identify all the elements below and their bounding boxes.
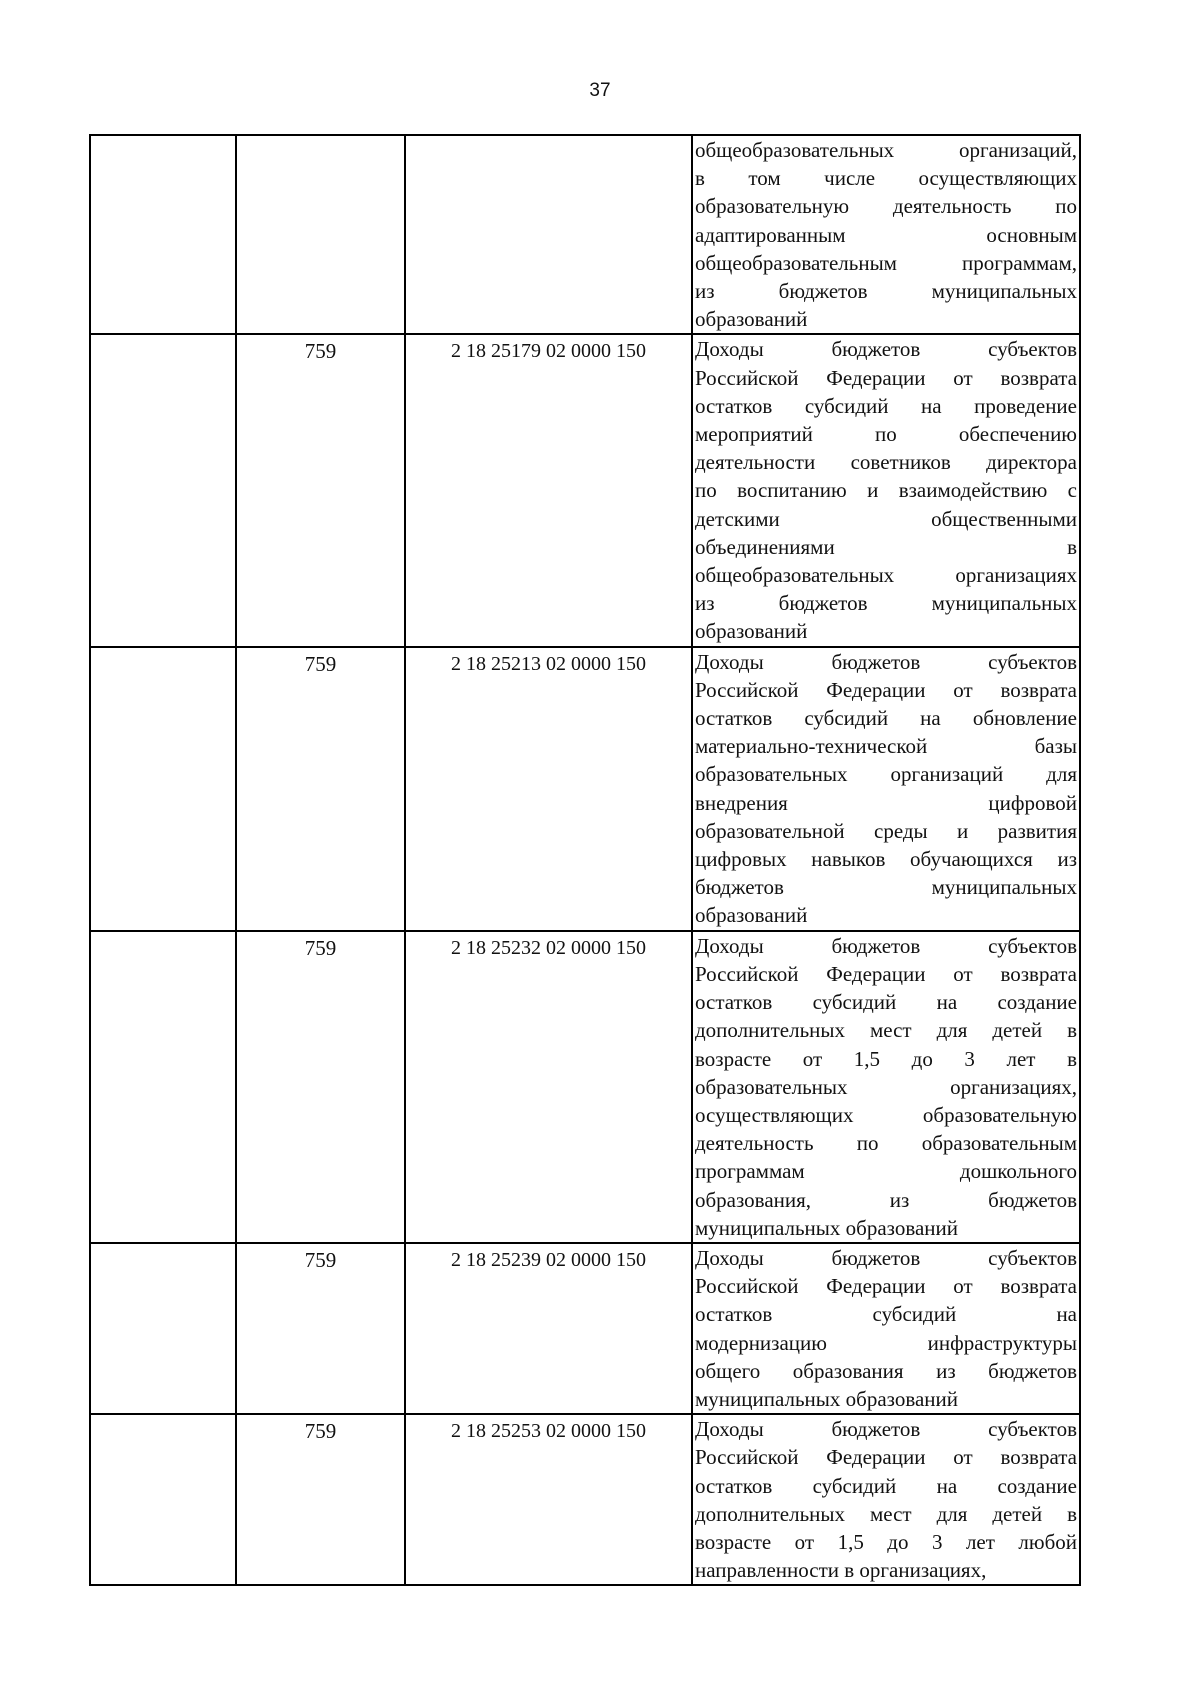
row-empty-cell bbox=[90, 931, 236, 1243]
description-line: остатков субсидий на обновление bbox=[695, 706, 1077, 731]
description-cell bbox=[692, 647, 1080, 931]
description-line: образований bbox=[695, 619, 808, 644]
description-line: дополнительных мест для детей в bbox=[695, 1018, 1077, 1043]
description-line: образований bbox=[695, 307, 808, 332]
description-line: образовательную деятельность по bbox=[695, 194, 1077, 219]
description-line: остатков субсидий на создание bbox=[695, 1473, 1077, 1498]
kbk-code-cell bbox=[405, 135, 692, 334]
description-line: образования, из бюджетов bbox=[695, 1187, 1077, 1212]
kbk-code-cell: 2 18 25179 02 0000 150 bbox=[405, 334, 692, 646]
description-cell bbox=[692, 931, 1080, 1243]
description-cell bbox=[692, 334, 1080, 646]
admin-code-cell: 759 bbox=[236, 1414, 405, 1585]
description-line: детскими общественными bbox=[695, 506, 1077, 531]
row-empty-cell bbox=[90, 1243, 236, 1414]
admin-code-cell: 759 bbox=[236, 931, 405, 1243]
description-line: внедрения цифровой bbox=[695, 790, 1077, 815]
description-line: общеобразовательных организациях bbox=[695, 563, 1077, 588]
description-line: объединениями в bbox=[695, 534, 1077, 559]
description-line: программам дошкольного bbox=[695, 1159, 1077, 1184]
description-line: в том числе осуществляющих bbox=[695, 166, 1077, 191]
description-line: общего образования из бюджетов bbox=[695, 1358, 1077, 1383]
description-line: Доходы бюджетов субъектов bbox=[695, 337, 1077, 362]
table-row bbox=[90, 931, 1080, 1243]
description-line: направленности в организациях, bbox=[695, 1558, 987, 1583]
description-line: деятельность по образовательным bbox=[695, 1131, 1077, 1156]
admin-code-cell: 759 bbox=[236, 647, 405, 931]
description-line: цифровых навыков обучающихся из bbox=[695, 847, 1077, 872]
description-line: Российской Федерации от возврата bbox=[695, 1445, 1077, 1470]
description-line: Российской Федерации от возврата bbox=[695, 1274, 1077, 1299]
description-line: по воспитанию и взаимодействию с bbox=[695, 478, 1077, 503]
kbk-code-cell: 2 18 25253 02 0000 150 bbox=[405, 1414, 692, 1585]
description-line: адаптированным основным bbox=[695, 222, 1077, 247]
description-line: из бюджетов муниципальных bbox=[695, 279, 1077, 304]
description-line: Доходы бюджетов субъектов bbox=[695, 933, 1077, 958]
description-line: модернизацию инфраструктуры bbox=[695, 1330, 1077, 1355]
description-line: образований bbox=[695, 903, 808, 928]
description-line: возрасте от 1,5 до 3 лет любой bbox=[695, 1529, 1077, 1554]
description-line: остатков субсидий на bbox=[695, 1302, 1077, 1327]
description-line: осуществляющих образовательную bbox=[695, 1102, 1077, 1127]
description-line: муниципальных образований bbox=[695, 1386, 958, 1411]
description-line: Доходы бюджетов субъектов bbox=[695, 1417, 1077, 1442]
kbk-code-cell: 2 18 25239 02 0000 150 bbox=[405, 1243, 692, 1414]
admin-code-cell: 759 bbox=[236, 334, 405, 646]
description-line: дополнительных мест для детей в bbox=[695, 1501, 1077, 1526]
description-line: возрасте от 1,5 до 3 лет в bbox=[695, 1046, 1077, 1071]
row-empty-cell bbox=[90, 1414, 236, 1585]
row-empty-cell bbox=[90, 135, 236, 334]
description-line: Доходы бюджетов субъектов bbox=[695, 1245, 1077, 1270]
description-line: Российской Федерации от возврата bbox=[695, 677, 1077, 702]
description-line: остатков субсидий на создание bbox=[695, 990, 1077, 1015]
description-line: бюджетов муниципальных bbox=[695, 875, 1077, 900]
description-line: Российской Федерации от возврата bbox=[695, 961, 1077, 986]
description-cell bbox=[692, 1414, 1080, 1585]
description-line: деятельности советников директора bbox=[695, 450, 1077, 475]
description-line: остатков субсидий на проведение bbox=[695, 393, 1077, 418]
budget-classification-table bbox=[89, 134, 1081, 1586]
description-line: мероприятий по обеспечению bbox=[695, 422, 1077, 447]
kbk-code-cell: 2 18 25232 02 0000 150 bbox=[405, 931, 692, 1243]
row-empty-cell bbox=[90, 647, 236, 931]
description-cell bbox=[692, 135, 1080, 334]
table-row bbox=[90, 135, 1080, 334]
table-row bbox=[90, 334, 1080, 646]
description-line: общеобразовательным программам, bbox=[695, 250, 1077, 275]
description-line: Российской Федерации от возврата bbox=[695, 365, 1077, 390]
table-row bbox=[90, 647, 1080, 931]
description-line: общеобразовательных организаций, bbox=[695, 138, 1077, 162]
admin-code-cell bbox=[236, 135, 405, 334]
description-line: материально-технической базы bbox=[695, 734, 1077, 759]
table-row bbox=[90, 1414, 1080, 1585]
row-empty-cell bbox=[90, 334, 236, 646]
admin-code-cell: 759 bbox=[236, 1243, 405, 1414]
kbk-code-cell: 2 18 25213 02 0000 150 bbox=[405, 647, 692, 931]
table-body bbox=[90, 135, 1080, 1585]
description-line: образовательных организациях, bbox=[695, 1074, 1077, 1099]
description-line: из бюджетов муниципальных bbox=[695, 591, 1077, 616]
description-line: образовательной среды и развития bbox=[695, 818, 1077, 843]
description-line: образовательных организаций для bbox=[695, 762, 1077, 787]
page-number: 37 bbox=[589, 80, 611, 101]
table-row bbox=[90, 1243, 1080, 1414]
description-line: Доходы бюджетов субъектов bbox=[695, 649, 1077, 674]
description-cell bbox=[692, 1243, 1080, 1414]
description-line: муниципальных образований bbox=[695, 1215, 958, 1240]
